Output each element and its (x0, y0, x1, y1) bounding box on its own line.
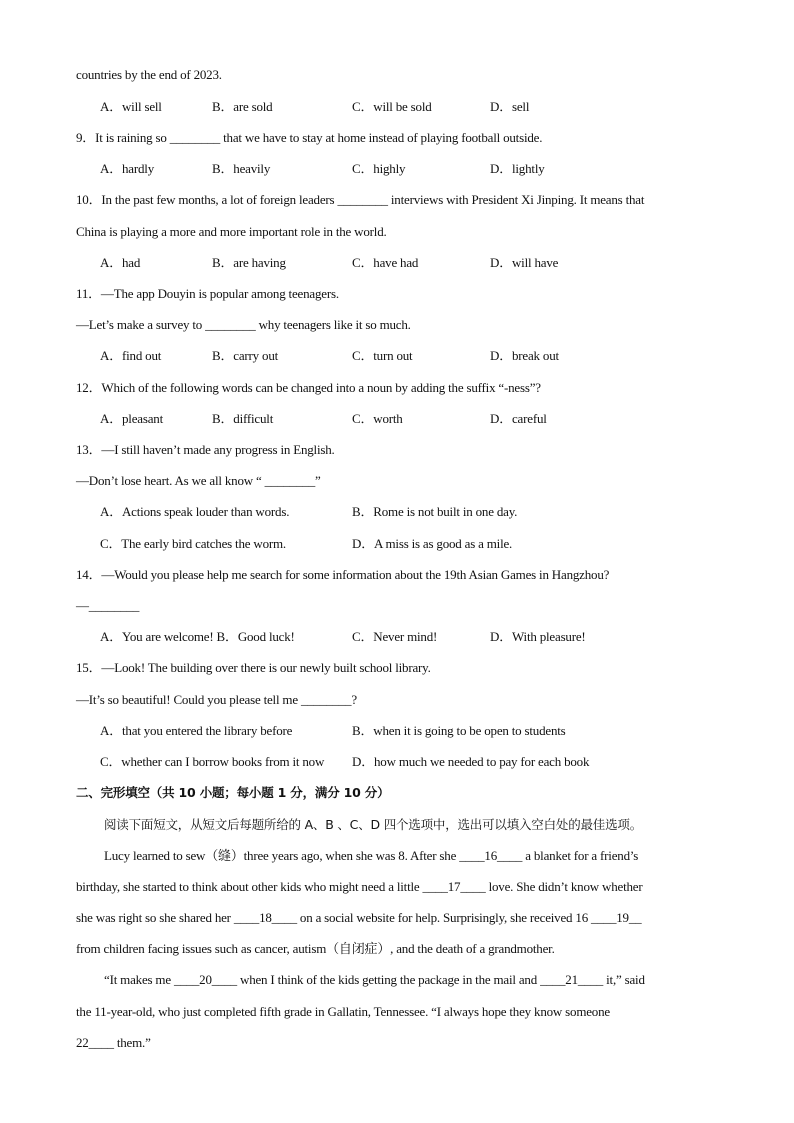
q11-stem-line2: —Let’s make a survey to ________ why teenagers like it so much. (76, 317, 411, 332)
option-b[interactable]: B．heavily (212, 161, 271, 176)
option-c[interactable]: C．The early bird catches the worm. (100, 536, 286, 551)
q13-stem-line2: —Don’t lose heart. As we all know “ ________” (76, 473, 321, 488)
option-a[interactable]: A．will sell (100, 99, 162, 114)
passage-line-1: Lucy learned to sew（缝）three years ago, when she was 8. After she ____16____ a blanket for a friend’s (104, 848, 639, 863)
option-d[interactable]: D．lightly (490, 161, 545, 176)
option-c[interactable]: C．whether can I borrow books from it now (100, 754, 325, 769)
option-c[interactable]: C．worth (352, 411, 403, 426)
q11-stem-line1: 11．—The app Douyin is popular among teenagers. (76, 286, 339, 301)
option-d[interactable]: D．A miss is as good as a mile. (352, 536, 513, 551)
q12-stem: 12．Which of the following words can be changed into a noun by adding the suffix “-ness”? (76, 380, 541, 395)
option-d[interactable]: D．careful (490, 411, 547, 426)
option-a[interactable]: A．had (100, 255, 141, 270)
option-a-b[interactable]: A．You are welcome! B．Good luck! (100, 629, 295, 644)
option-b[interactable]: B．Rome is not built in one day. (352, 504, 518, 519)
passage-line-6: the 11-year-old, who just completed fifth grade in Gallatin, Tennessee. “I always hope they know someone (76, 1004, 610, 1019)
q14-stem-line1: 14．—Would you please help me search for some information about the 19th Asian Games in Hangzhou? (76, 567, 610, 582)
passage-line-7: 22____ them.” (76, 1035, 151, 1050)
passage-line-2: birthday, she started to think about other kids who might need a little ____17____ love. She didn’t know whether (76, 879, 643, 894)
option-b[interactable]: B．are having (212, 255, 286, 270)
option-d[interactable]: D．With pleasure! (490, 629, 586, 644)
option-c[interactable]: C．Never mind! (352, 629, 438, 644)
option-d[interactable]: D．break out (490, 348, 559, 363)
passage-line-3: she was right so she shared her ____18____ on a social website for help. Surprisingly, she received 16 ____19__ (76, 910, 642, 925)
option-c[interactable]: C．have had (352, 255, 419, 270)
q15-stem-line1: 15．—Look! The building over there is our newly built school library. (76, 660, 431, 675)
q14-stem-line2: —________ (76, 598, 140, 613)
section-heading: 二、完形填空（共 10 小题；每小题 1 分，满分 10 分） (76, 785, 390, 800)
option-b[interactable]: B．are sold (212, 99, 273, 114)
passage-line-4: from children facing issues such as cancer, autism（自闭症）, and the death of a grandmother. (76, 941, 555, 956)
q15-stem-line2: —It’s so beautiful! Could you please tell me ________? (76, 692, 357, 707)
option-a[interactable]: A．find out (100, 348, 162, 363)
option-c[interactable]: C．will be sold (352, 99, 432, 114)
option-c[interactable]: C．turn out (352, 348, 413, 363)
option-d[interactable]: D．sell (490, 99, 530, 114)
option-a[interactable]: A．pleasant (100, 411, 163, 426)
option-d[interactable]: D．will have (490, 255, 559, 270)
option-a[interactable]: A．hardly (100, 161, 154, 176)
q10-stem-line1: 10．In the past few months, a lot of foreign leaders ________ interviews with President Xi Jinping. It means that (76, 192, 645, 207)
q13-stem-line1: 13．—I still haven’t made any progress in English. (76, 442, 335, 457)
option-a[interactable]: A．that you entered the library before (100, 723, 293, 738)
q10-stem-line2: China is playing a more and more important role in the world. (76, 224, 387, 239)
option-b[interactable]: B．difficult (212, 411, 274, 426)
section-instruction: 阅读下面短文，从短文后每题所给的 A、B 、C、D 四个选项中，选出可以填入空白处的最佳选项。 (104, 817, 643, 832)
continued-question-line: countries by the end of 2023. (76, 67, 222, 82)
option-c[interactable]: C．highly (352, 161, 406, 176)
q9-stem: 9．It is raining so ________ that we have to stay at home instead of playing football outside. (76, 130, 543, 145)
option-a[interactable]: A．Actions speak louder than words. (100, 504, 290, 519)
passage-line-5: “It makes me ____20____ when I think of the kids getting the package in the mail and ____21____ it,” said (104, 972, 645, 987)
option-b[interactable]: B．when it is going to be open to students (352, 723, 566, 738)
option-b[interactable]: B．carry out (212, 348, 279, 363)
option-d[interactable]: D．how much we needed to pay for each book (352, 754, 590, 769)
